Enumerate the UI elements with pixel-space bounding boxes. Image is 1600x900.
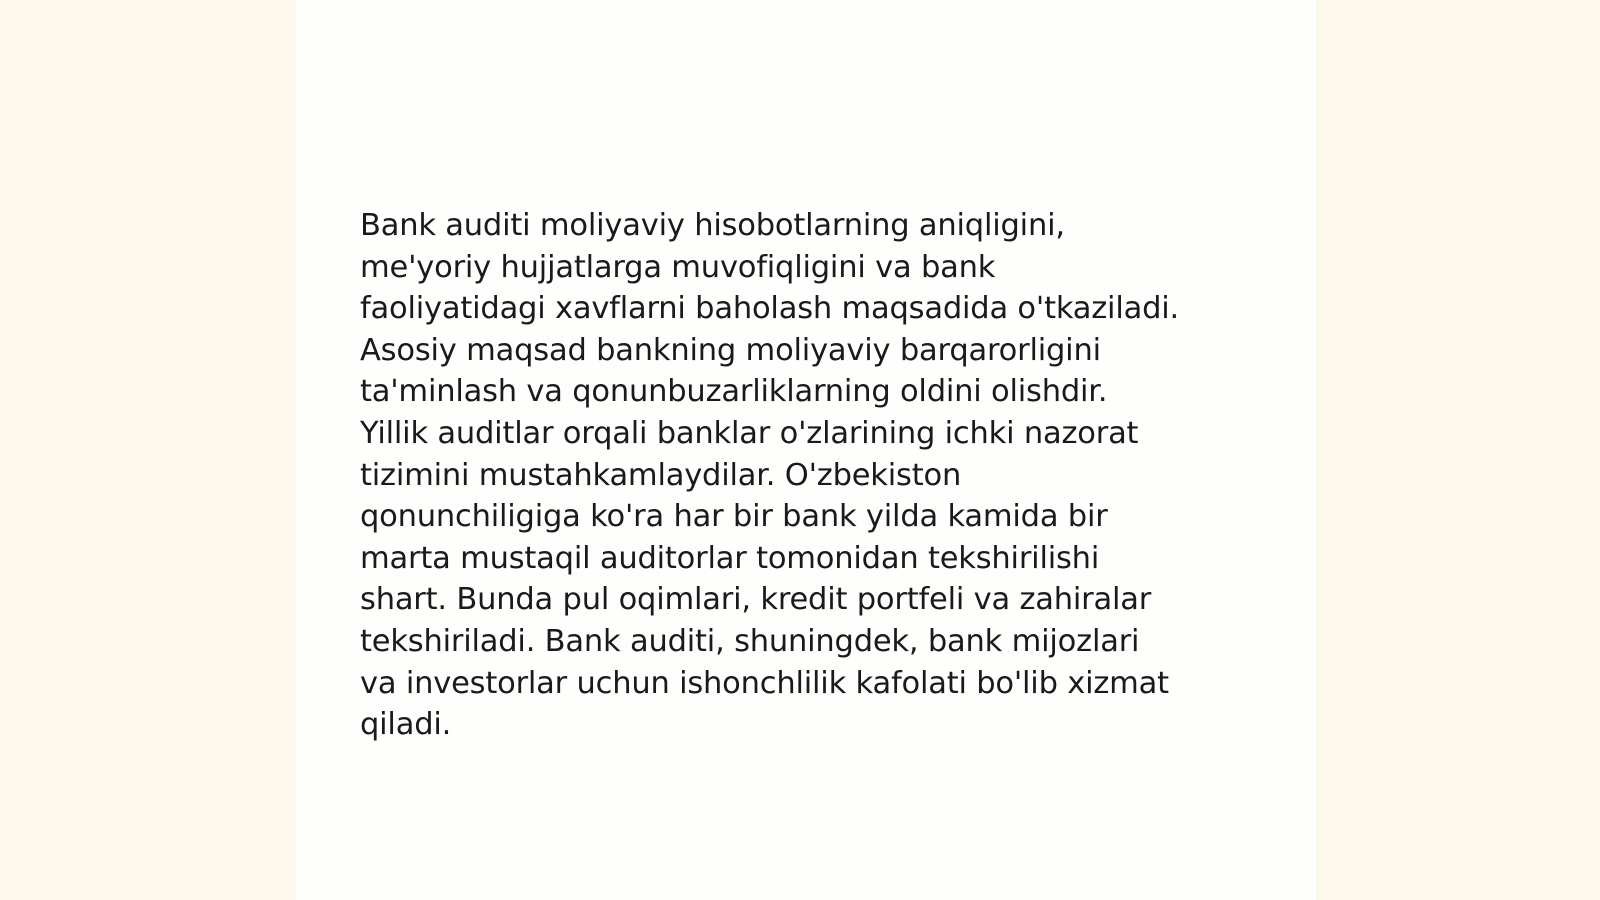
- paragraph-line: ta'minlash va qonunbuzarliklarning oldini olishdir.: [360, 374, 1108, 410]
- paragraph-line: Asosiy maqsad bankning moliyaviy barqarorligini: [360, 332, 1101, 368]
- paragraph-line: marta mustaqil auditorlar tomonidan tekshirilishi: [360, 540, 1100, 576]
- paragraph-line: Yillik auditlar orqali banklar o'zlarining ichki nazorat: [360, 415, 1139, 451]
- document-page: [296, 0, 1316, 900]
- paragraph-line: qiladi.: [360, 707, 452, 743]
- paragraph-line: tizimini mustahkamlaydilar. O'zbekiston: [360, 457, 962, 493]
- paragraph-line: tekshiriladi. Bank auditi, shuningdek, bank mijozlari: [360, 623, 1140, 659]
- paragraph-line: faoliyatidagi xavflarni baholash maqsadida o'tkaziladi.: [360, 291, 1180, 327]
- paragraph-line: va investorlar uchun ishonchlilik kafolati bo'lib xizmat: [360, 665, 1169, 701]
- paragraph-line: shart. Bunda pul oqimlari, kredit portfeli va zahiralar: [360, 582, 1152, 618]
- paragraph-line: qonunchiligiga ko'ra har bir bank yilda kamida bir: [360, 499, 1108, 535]
- paragraph-line: Bank auditi moliyaviy hisobotlarning aniqligini,: [360, 208, 1065, 243]
- body-paragraph: [360, 205, 1260, 746]
- paragraph-line: me'yoriy hujjatlarga muvofiqligini va bank: [360, 249, 996, 285]
